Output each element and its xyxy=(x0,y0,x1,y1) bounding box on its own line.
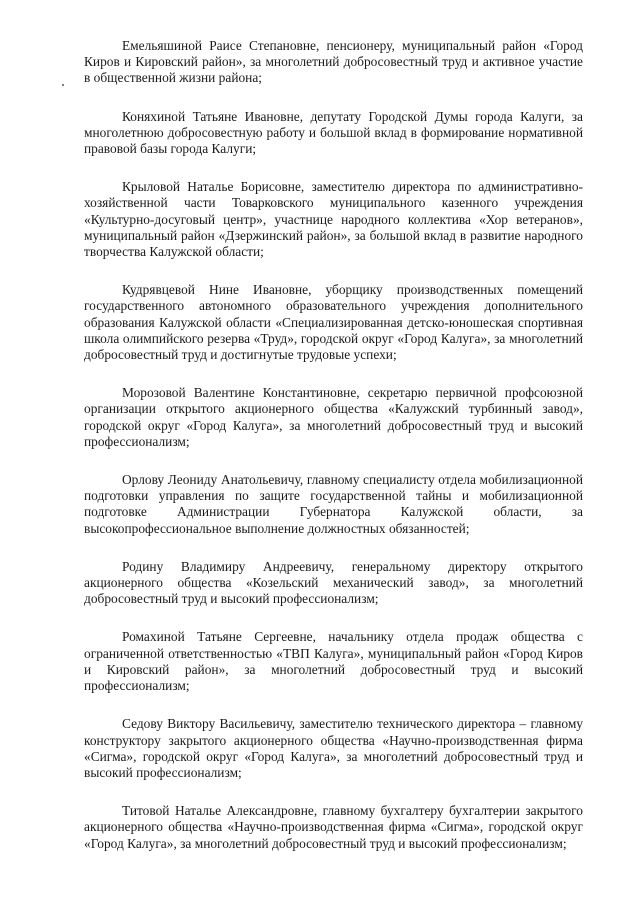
award-entry: Седову Виктору Васильевичу, заместителю технического директора – главному конструктору закрытого акционерного общества «Научно-производственная фирма «Сигма», городской округ «Город Калуга», за многолетний добросовестный труд и высокий профессионализм; xyxy=(84,716,583,780)
award-entry: Крыловой Наталье Борисовне, заместителю директора по административно-хозяйственной части Товарковского муниципального казенного учреждения «Культурно-досуговый центр», участнице народного коллектива «Хор ветеранов», муниципальный район «Дзержинский район», за большой вклад в развитие народного творчества Калужской области; xyxy=(84,179,583,260)
award-entry: Морозовой Валентине Константиновне, секретарю первичной профсоюзной организации открытого акционерного общества «Калужский турбинный завод», городской округ «Город Калуга», за многолетний добросовестный труд и высокий профессионализм; xyxy=(84,385,583,449)
award-entry: Емельяшиной Раисе Степановне, пенсионеру, муниципальный район «Город Киров и Кировский район», за многолетний добросовестный труд и активное участие в общественной жизни района; xyxy=(84,38,583,86)
award-entry: Ромахиной Татьяне Сергеевне, начальнику отдела продаж общества с ограниченной ответственностью «ТВП Калуга», муниципальный район «Город Киров и Кировский район», за многолетний добросовестный труд и высокий профессионализм; xyxy=(84,629,583,694)
award-entry: Родину Владимиру Андреевичу, генеральному директору открытого акционерного общества «Козельский механический завод», за многолетний добросовестный труд и высокий профессионализм; xyxy=(84,558,583,607)
award-entry: Орлову Леониду Анатольевичу, главному специалисту отдела мобилизационной подготовки управления по защите государственной тайны и мобилизационной подготовке Администрации Губернатора Калужской области, за высокопрофессиональное выполнение должностных обязанностей; xyxy=(84,472,583,536)
award-entry: Коняхиной Татьяне Ивановне, депутату Городской Думы города Калуги, за многолетнюю добросовестную работу и большой вклад в формирование нормативной правовой базы города Калуги; xyxy=(84,108,583,157)
award-list xyxy=(84,38,583,874)
scan-speck xyxy=(62,84,64,86)
award-entry: Титовой Наталье Александровне, главному бухгалтеру бухгалтерии закрытого акционерного общества «Научно-производственная фирма «Сигма», городской округ «Город Калуга», за многолетний добросовестный труд и высокий профессионализм; xyxy=(84,803,583,851)
award-entry: Кудрявцевой Нине Ивановне, уборщику производственных помещений государственного автономного образовательного учреждения дополнительного образования Калужской области «Специализированная детско-юношеская спортивная школа олимпийского резерва «Труд», городской округ «Город Калуга», за многолетний добросовестный труд и достигнутые трудовые успехи; xyxy=(84,282,583,363)
